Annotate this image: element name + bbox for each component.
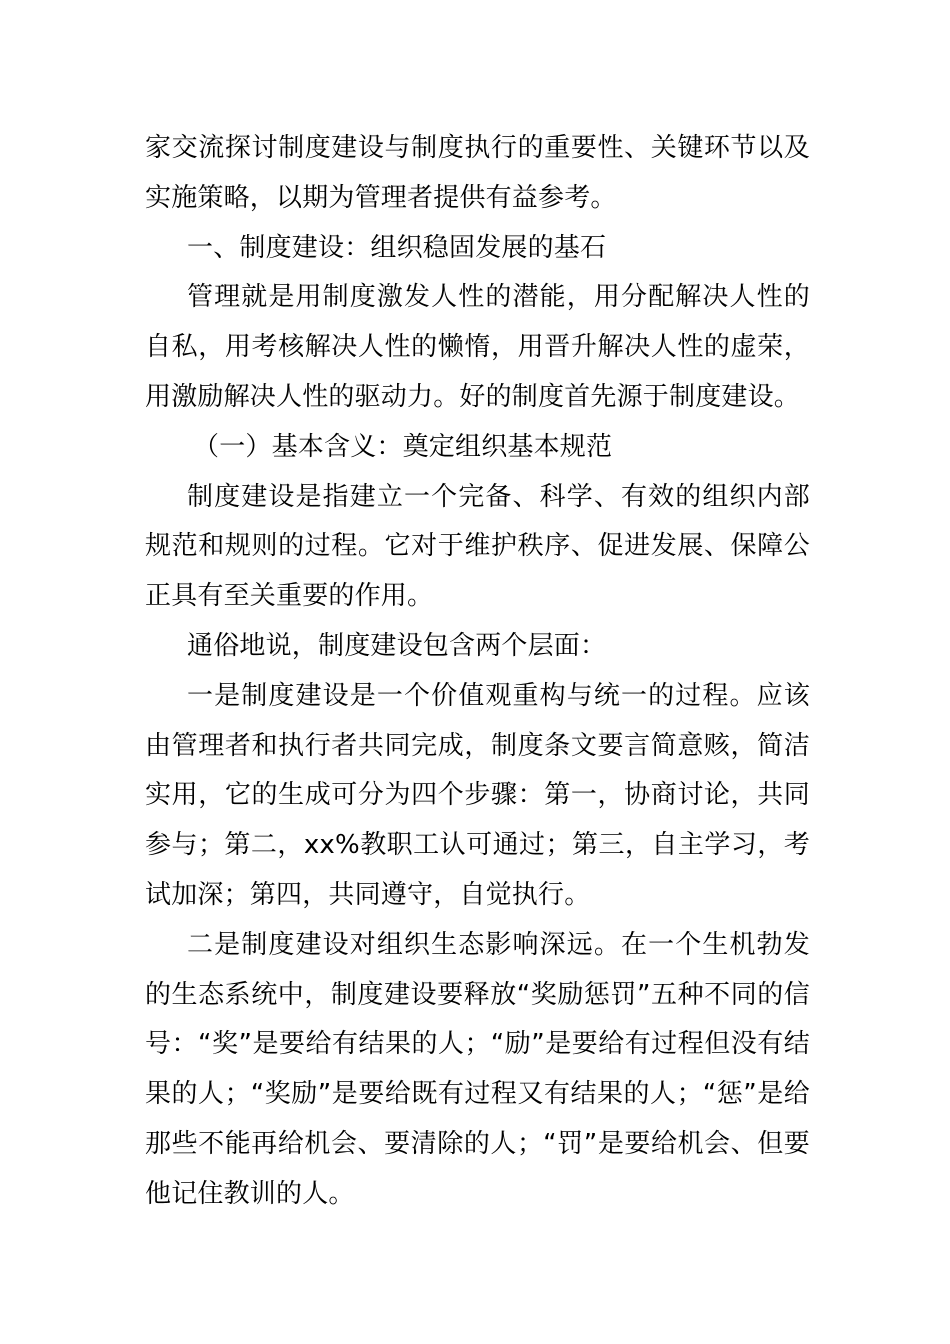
paragraph-system-building-definition: 制度建设是指建立一个完备、科学、有效的组织内部规范和规则的过程。它对于维护秩序、促进发展、保障公正具有至关重要的作用。 (145, 481, 810, 612)
section-heading-1: 一、制度建设：组织稳固发展的基石 (187, 232, 607, 263)
paragraph-management-definition: 管理就是用制度激发人性的潜能，用分配解决人性的自私，用考核解决人性的懒惰，用晋升解决人性的虚荣，用激励解决人性的驱动力。好的制度首先源于制度建设。 (145, 282, 810, 412)
paragraph-two-levels-intro: 通俗地说，制度建设包含两个层面： (187, 630, 607, 661)
subsection-heading-1: （一）基本含义：奠定组织基本规范 (193, 431, 613, 462)
paragraph-intro-continuation: 家交流探讨制度建设与制度执行的重要性、关键环节以及实施策略，以期为管理者提供有益参考。 (145, 133, 810, 213)
paragraph-level-two: 二是制度建设对组织生态影响深远。在一个生机勃发的生态系统中，制度建设要释放“奖励惩罚”五种不同的信号：“奖”是要给有结果的人；“励”是要给有过程但没有结果的人；“奖励”是要给既有过程又有结果的人；“惩”是给那些不能再给机会、要清除的人；“罚”是要给机会、但要他记住教训的人。 (145, 929, 810, 1209)
document-body (145, 124, 810, 1220)
paragraph-level-one: 一是制度建设是一个价值观重构与统一的过程。应该由管理者和执行者共同完成，制度条文要言简意赅，简洁实用，它的生成可分为四个步骤：第一，协商讨论，共同参与；第二，xx%教职工认可通过；第三，自主学习，考试加深；第四，共同遵守，自觉执行。 (145, 680, 810, 910)
